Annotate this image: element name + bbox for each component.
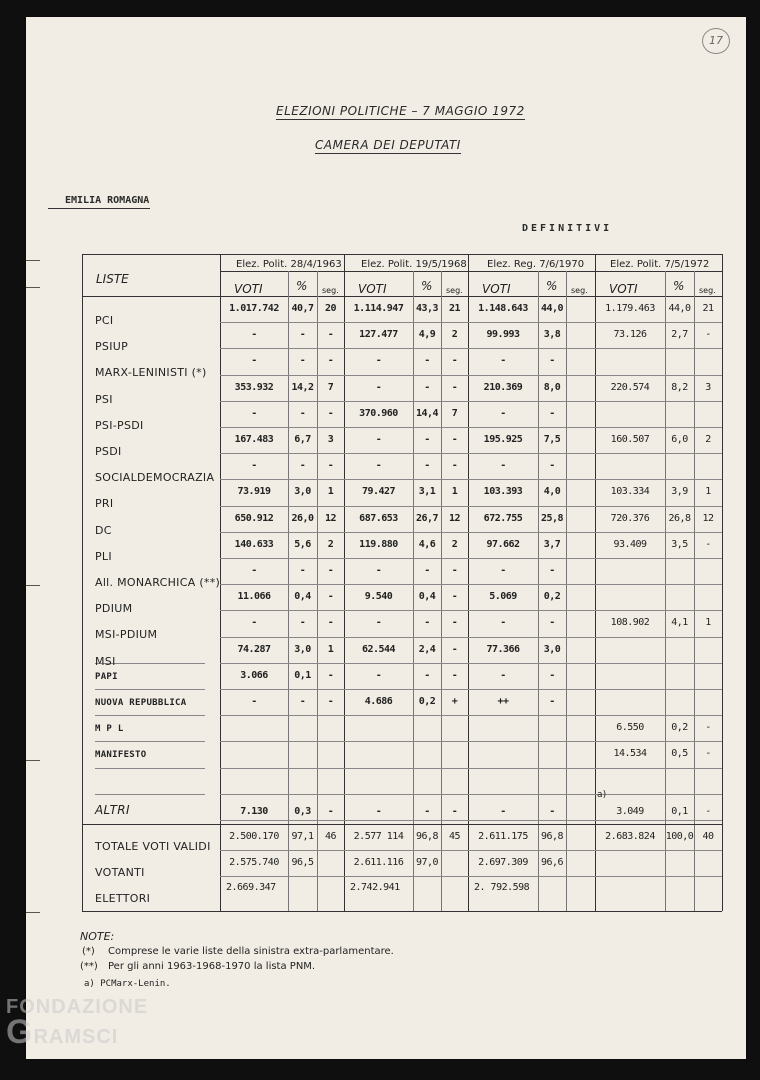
table-cell: 2.575.740	[229, 857, 279, 868]
table-cell: 14.534	[613, 748, 647, 760]
row-label: MANIFESTO	[95, 750, 147, 761]
table-cell: 103.393	[483, 486, 523, 498]
table-cell: 62.544	[361, 643, 396, 655]
voti-header: VOTI	[609, 282, 638, 296]
table-cell: 40	[702, 831, 714, 842]
table-cell: 1	[327, 643, 334, 655]
table-cell: 2	[327, 538, 334, 550]
table-cell: 2	[705, 434, 711, 445]
table-cell: 26,0	[291, 512, 314, 524]
label-underline	[95, 689, 205, 690]
table-cell: 3,0	[294, 643, 311, 655]
table-cell: 4,9	[418, 329, 436, 341]
table-cell: -	[299, 565, 306, 576]
table-cell: -	[299, 460, 306, 472]
voti-header: VOTI	[358, 282, 387, 296]
note-2-mark: (**)	[80, 961, 98, 972]
row-line	[220, 610, 722, 611]
seg-header: seg.	[571, 286, 588, 295]
totals-row-line	[220, 876, 722, 877]
row-line	[220, 506, 722, 507]
table-cell: 108.902	[610, 617, 650, 629]
table-cell: 1.179.463	[605, 303, 655, 314]
table-cell: 14,4	[415, 407, 439, 419]
pct-header: %	[421, 279, 433, 293]
table-cell: 0,4	[294, 591, 311, 603]
table-cell: 127.477	[359, 329, 398, 341]
table-cell: 7	[451, 407, 458, 419]
table-cell: 12	[702, 512, 714, 524]
table-cell: -	[327, 669, 334, 681]
row-label: ALTRI	[95, 802, 130, 817]
table-cell: 21	[702, 303, 714, 314]
table-cell: 79.427	[361, 486, 396, 498]
table-cell: 1.114.947	[353, 303, 404, 314]
table-cell: 2.611.116	[353, 857, 404, 868]
table-cell: 26,7	[415, 512, 439, 524]
row-line	[220, 689, 722, 690]
table-cell: -	[451, 805, 458, 817]
row-line	[220, 820, 722, 821]
group-header-1972: Elez. Polit. 7/5/1972	[610, 259, 710, 270]
label-underline	[95, 741, 205, 742]
table-cell: 1	[705, 486, 711, 498]
table-cell: 46	[324, 831, 337, 842]
row-line	[220, 427, 722, 428]
table-cell: +	[451, 696, 458, 707]
table-cell: -	[251, 617, 257, 629]
table-cell: 0,1	[671, 805, 688, 817]
row-line	[220, 322, 722, 323]
table-cell: 1	[705, 617, 711, 629]
row-label: DC	[95, 523, 112, 537]
table-cell: -	[500, 669, 506, 681]
margin-tick	[26, 585, 40, 586]
table-border-top	[82, 254, 722, 255]
status-label: DEFINITIVI	[522, 223, 613, 234]
table-cell: -	[705, 805, 711, 817]
table-cell: 3.049	[616, 805, 644, 817]
table-cell: -	[705, 748, 711, 760]
table-cell: -	[451, 381, 458, 393]
table-cell: -	[549, 355, 555, 367]
table-cell: 96,8	[415, 831, 439, 842]
table-cell: 11.066	[237, 591, 271, 603]
table-cell: -	[299, 617, 306, 629]
table-cell: -	[424, 617, 430, 629]
table-cell: 3,0	[543, 643, 561, 655]
row-label: PSDI	[95, 445, 122, 458]
table-cell: -	[424, 381, 430, 393]
table-cell: 6.550	[616, 722, 644, 734]
table-cell: 4,6	[418, 538, 436, 550]
table-cell: 210.369	[483, 381, 523, 393]
table-cell: 100,0	[665, 831, 694, 842]
notes-heading: NOTE:	[80, 930, 115, 943]
table-cell: -	[549, 696, 555, 707]
table-cell: 3	[705, 381, 711, 393]
seg-header: seg.	[446, 286, 463, 295]
table-cell: -	[375, 617, 382, 629]
table-cell: 5.069	[489, 591, 517, 603]
table-cell: 0,3	[294, 805, 311, 817]
watermark-line-2: RAMSCI	[33, 1026, 119, 1048]
region-label: EMILIA ROMAGNA	[65, 195, 150, 206]
table-cell: -	[251, 329, 257, 341]
row-label: MARX-LENINISTI (*)	[95, 366, 207, 380]
table-cell: 96,8	[540, 831, 564, 842]
table-cell: 2. 792.598	[474, 882, 530, 893]
table-cell: -	[500, 460, 506, 472]
row-label: M P L	[95, 724, 124, 735]
note-1-text: Comprese le varie liste della sinistra extra-parlamentare.	[108, 946, 394, 957]
table-cell: -	[375, 565, 382, 576]
table-border-left	[82, 254, 83, 911]
pct-header: %	[673, 279, 685, 293]
table-cell: 2	[451, 329, 458, 341]
row-label: PSI	[95, 392, 113, 406]
table-cell: 2.697.309	[478, 857, 528, 868]
table-cell: 5,6	[294, 538, 311, 550]
liste-header: LISTE	[96, 272, 129, 286]
row-line	[220, 637, 722, 638]
table-cell: -	[451, 617, 458, 629]
document-title: ELEZIONI POLITICHE – 7 MAGGIO 1972	[276, 104, 525, 118]
table-cell: -	[549, 565, 555, 576]
row-label: PLI	[95, 549, 112, 563]
table-cell: -	[424, 460, 430, 472]
header-bottom-line	[82, 296, 722, 297]
table-cell: 96,5	[291, 857, 314, 868]
table-cell: 0,4	[418, 591, 436, 603]
row-line	[220, 479, 722, 480]
seg-header: seg.	[699, 286, 716, 295]
table-cell: 353.932	[234, 381, 274, 393]
table-cell: 672.755	[483, 512, 523, 524]
table-cell: -	[549, 805, 555, 817]
table-cell: -	[299, 696, 306, 707]
table-cell: 140.633	[234, 538, 274, 550]
row-label: PAPI	[95, 671, 118, 682]
table-cell: 99.993	[486, 329, 520, 341]
table-cell: 2.669.347	[226, 882, 276, 893]
table-cell: 720.376	[610, 512, 650, 524]
table-cell: 0,5	[671, 748, 688, 760]
table-cell: 3,5	[671, 538, 688, 550]
table-cell: -	[327, 696, 334, 707]
page-number: 17	[702, 28, 730, 54]
header-divider	[220, 271, 722, 272]
table-cell: -	[299, 355, 306, 367]
table-cell: 160.507	[610, 434, 650, 445]
table-cell: -	[327, 407, 334, 419]
table-cell: -	[251, 460, 257, 472]
row-line	[220, 375, 722, 376]
row-label: PSIUP	[95, 340, 129, 354]
table-cell: 220.574	[610, 381, 650, 393]
table-cell: 370.960	[359, 407, 398, 419]
table-cell: 2,7	[671, 329, 688, 341]
label-underline	[95, 768, 205, 769]
row-line	[220, 663, 722, 664]
table-cell: 3,7	[543, 538, 561, 550]
group-header-1970: Elez. Reg. 7/6/1970	[487, 259, 585, 270]
margin-tick	[26, 912, 40, 913]
table-cell: 0,2	[671, 722, 688, 734]
table-cell: -	[549, 460, 555, 472]
table-cell: 43,3	[415, 303, 439, 314]
table-cell: 20	[324, 303, 337, 314]
table-cell: -	[451, 565, 458, 576]
table-cell: 21	[448, 303, 461, 314]
table-cell: -	[705, 538, 711, 550]
margin-tick	[26, 287, 40, 288]
region-underline	[48, 208, 150, 209]
table-cell: 2,4	[418, 643, 436, 655]
table-cell: 25,8	[540, 512, 564, 524]
table-cell: 119.880	[359, 538, 398, 550]
table-cell: -	[375, 434, 382, 445]
table-cell: 1.148.643	[478, 303, 528, 314]
altri-note-mark: a)	[597, 790, 607, 800]
table-cell: -	[299, 329, 306, 341]
row-line	[220, 532, 722, 533]
table-cell: 3.066	[240, 669, 268, 681]
row-label: PDIUM	[95, 602, 133, 616]
table-cell: 103.334	[610, 486, 650, 498]
table-cell: -	[500, 355, 506, 367]
totals-label: TOTALE VOTI VALIDI	[95, 840, 211, 853]
row-label: MSI	[95, 654, 116, 668]
table-cell: -	[327, 617, 334, 629]
table-cell: 4.686	[364, 696, 393, 707]
table-cell: 2.577 114	[353, 831, 404, 842]
table-cell: -	[375, 381, 382, 393]
table-cell: 6,0	[671, 434, 688, 445]
row-line	[220, 348, 722, 349]
table-cell: 4,1	[671, 617, 688, 629]
table-cell: 195.925	[483, 434, 523, 445]
table-cell: 2.742.941	[350, 882, 400, 893]
label-underline	[95, 715, 205, 716]
table-cell: 12	[448, 512, 461, 524]
totals-top-line	[82, 824, 722, 825]
table-cell: -	[375, 669, 382, 681]
table-cell: -	[375, 805, 382, 817]
table-cell: -	[549, 617, 555, 629]
document-subtitle: CAMERA DEI DEPUTATI	[315, 138, 461, 152]
table-cell: -	[424, 565, 430, 576]
table-cell: -	[327, 355, 334, 367]
table-cell: 0,1	[294, 669, 311, 681]
table-cell: -	[251, 407, 257, 419]
table-cell: -	[327, 329, 334, 341]
note-2-text: Per gli anni 1963-1968-1970 la lista PNM.	[108, 961, 316, 972]
table-cell: 93.409	[613, 538, 647, 550]
voti-header: VOTI	[482, 282, 511, 296]
row-line	[220, 584, 722, 585]
table-cell: -	[451, 643, 458, 655]
table-cell: -	[451, 591, 458, 603]
table-cell: -	[705, 329, 711, 341]
table-border-bottom	[82, 911, 722, 912]
pct-header: %	[546, 279, 558, 293]
row-line	[220, 741, 722, 742]
table-cell: 687.653	[359, 512, 398, 524]
table-cell: -	[299, 407, 306, 419]
table-cell: -	[251, 355, 257, 367]
table-cell: 1.017.742	[229, 303, 279, 314]
table-cell: -	[327, 565, 334, 576]
table-cell: 12	[324, 512, 337, 524]
note-3: a) PCMarx-Lenin.	[84, 979, 171, 989]
table-cell: 1	[451, 486, 458, 498]
table-cell: -	[424, 434, 430, 445]
table-cell: -	[327, 591, 334, 603]
table-cell: -	[451, 355, 458, 367]
table-cell: -	[375, 460, 382, 472]
table-cell: 4,0	[543, 486, 561, 498]
totals-label: VOTANTI	[95, 866, 145, 879]
table-cell: 97.662	[486, 538, 520, 550]
margin-tick	[26, 260, 40, 261]
row-line	[220, 453, 722, 454]
table-cell: 167.483	[234, 434, 274, 445]
pct-header: %	[296, 279, 308, 293]
table-cell: -	[424, 805, 430, 817]
table-cell: -	[451, 434, 458, 445]
table-cell: -	[327, 460, 334, 472]
seg-header: seg.	[322, 286, 339, 295]
table-cell: -	[549, 407, 555, 419]
table-cell: 7.130	[240, 805, 268, 817]
table-cell: -	[327, 805, 334, 817]
group-header-1963: Elez. Polit. 28/4/1963	[236, 259, 342, 270]
table-cell: -	[451, 460, 458, 472]
table-cell: 0,2	[543, 591, 561, 603]
totals-label: ELETTORI	[95, 892, 151, 905]
row-label: SOCIALDEMOCRAZIA	[95, 471, 215, 485]
table-cell: 3,1	[418, 486, 436, 498]
table-cell: 2.683.824	[605, 831, 655, 842]
table-cell: 96,6	[540, 857, 564, 868]
table-cell: 3,9	[671, 486, 688, 498]
watermark-logo	[6, 996, 148, 1052]
table-cell: 3,8	[543, 329, 561, 341]
row-label: NUOVA REPUBBLICA	[95, 698, 187, 708]
row-label: All. MONARCHICA (**)	[95, 576, 221, 589]
table-cell: 74.287	[237, 643, 271, 655]
table-cell: -	[375, 355, 382, 367]
table-cell: -	[500, 805, 506, 817]
table-cell: 2	[451, 538, 458, 550]
table-cell: -	[500, 565, 506, 576]
table-cell: 73.126	[613, 329, 647, 341]
table-cell: 45	[448, 831, 461, 842]
row-label: MSI-PDIUM	[95, 628, 158, 642]
row-line	[220, 558, 722, 559]
table-cell: 7,5	[543, 434, 561, 445]
watermark-g: G	[6, 1013, 34, 1051]
table-cell: 650.912	[234, 512, 274, 524]
table-cell: 44,0	[668, 303, 691, 314]
table-cell: 6,7	[294, 434, 311, 445]
table-cell: 0,2	[418, 696, 436, 707]
row-label: PCI	[95, 314, 114, 327]
watermark-line-1: FONDAZIONE	[6, 996, 149, 1018]
table-cell: -	[451, 669, 458, 681]
table-cell: 40,7	[291, 303, 314, 314]
group-header-1968: Elez. Polit. 19/5/1968	[361, 259, 467, 270]
table-cell: -	[251, 696, 257, 707]
table-cell: 97,1	[291, 831, 314, 842]
table-cell: 2.500.170	[229, 831, 279, 842]
row-label: PRI	[95, 497, 114, 511]
row-line	[220, 794, 722, 795]
table-cell: -	[424, 355, 430, 367]
table-cell: 1	[327, 486, 334, 498]
table-cell: 77.366	[486, 643, 520, 655]
table-border-right	[722, 254, 723, 911]
row-line	[220, 401, 722, 402]
table-cell: -	[705, 722, 711, 734]
table-cell: 2.611.175	[478, 831, 528, 842]
table-cell: 9.540	[364, 591, 393, 603]
voti-header: VOTI	[234, 282, 263, 296]
table-cell: 44,0	[540, 303, 564, 314]
table-cell: 3	[327, 434, 334, 445]
table-cell: 26,8	[668, 512, 691, 524]
table-cell: 14,2	[291, 381, 314, 393]
table-cell: 3,0	[294, 486, 311, 498]
table-cell: 8,0	[543, 381, 561, 393]
table-cell: -	[500, 617, 506, 629]
table-cell: 73.919	[237, 486, 271, 498]
row-line	[220, 715, 722, 716]
row-label: PSI-PSDI	[95, 418, 144, 432]
table-cell: 8,2	[671, 381, 688, 393]
table-cell: 97,0	[415, 857, 439, 868]
totals-row-line	[220, 850, 722, 851]
table-cell: ++	[497, 696, 509, 707]
table-cell: -	[424, 669, 430, 681]
table-cell: -	[500, 407, 506, 419]
note-1-mark: (*)	[82, 946, 95, 957]
table-cell: -	[549, 669, 555, 681]
table-cell: -	[251, 565, 257, 576]
margin-tick	[26, 760, 40, 761]
table-cell: 7	[327, 381, 334, 393]
column-divider	[566, 271, 567, 911]
label-underline	[95, 794, 205, 795]
row-line	[220, 768, 722, 769]
